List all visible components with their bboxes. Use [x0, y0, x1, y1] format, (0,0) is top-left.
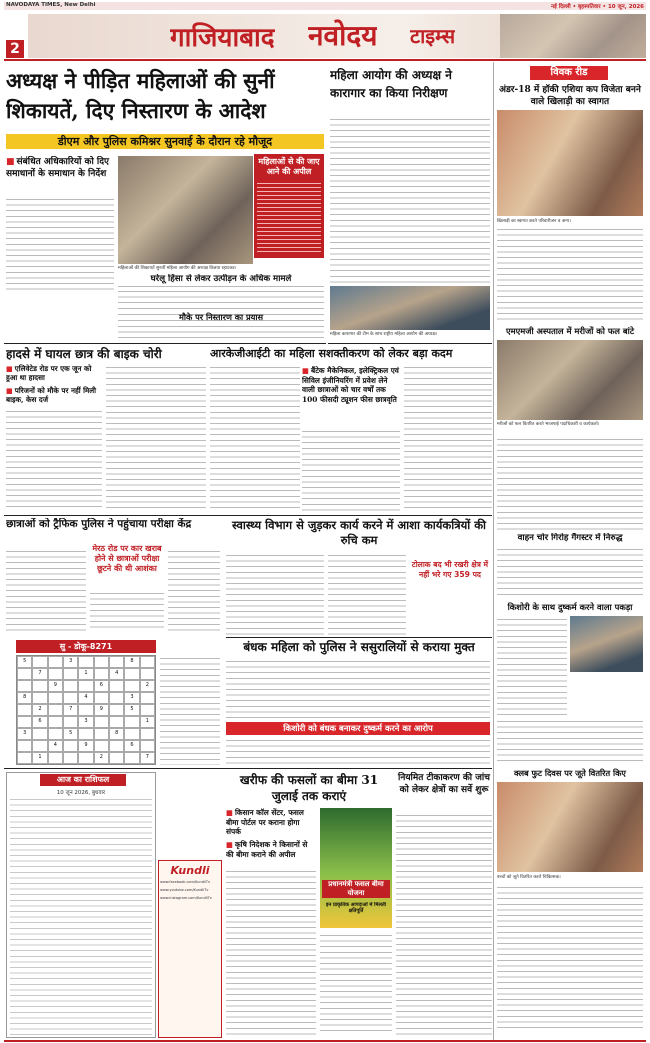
- sudoku-grid: 5 3 8 7 1 4 9 6 2 8 4 3 2 7 9 5 6 3 1 3 5 8 4 9 6 1 2 7: [16, 655, 156, 765]
- jail-photo-caption: महिला कारागार की टीम के साथ राष्ट्रीय महिला आयोग की अध्यक्ष।: [330, 332, 438, 337]
- club-headline: क्लब फुट दिवस पर जूते वितरित किए: [514, 768, 626, 778]
- traffic-body-2: [90, 590, 164, 632]
- vivek-photo-caption: खिलाड़ी का स्वागत करते परिवारीजन व अन्य।: [497, 219, 571, 224]
- page-number: 2: [6, 40, 24, 58]
- kishori-body: [497, 616, 567, 716]
- vivek-label: विवक रीड: [530, 66, 608, 80]
- kishori-photo: [570, 616, 643, 672]
- vivek-sub-headline: एमएमजी अस्पताल में मरीजों को फल बांटे: [505, 326, 635, 336]
- vaccine-headline: नियमित टीकाकरण की जांच को लेकर क्षेत्रों का सर्वे शुरू: [398, 773, 490, 795]
- kundli-youtube: www.youtube.com/KundliTv: [160, 888, 209, 892]
- kundli-facebook: www.facebook.com/KundliTv: [160, 880, 211, 884]
- masthead-subtitle: टाइम्स: [410, 24, 456, 48]
- lead-box-body: [118, 288, 324, 310]
- health-headline: स्वास्थ्य विभाग से जुड़कर कार्य करने में आशा कार्यकत्रियों की रुचि कम: [231, 518, 487, 547]
- crop-poster-title: प्रधानमंत्री फसल बीमा योजना: [322, 880, 390, 898]
- masthead-title: नवोदय: [308, 19, 378, 52]
- bandh-body-2: [226, 737, 490, 765]
- kishori-headline: किशोरी के साथ दुष्कर्म करने वाला पकड़ा: [507, 602, 633, 612]
- traffic-body-3: [168, 548, 220, 632]
- rkgit-body: [210, 364, 300, 512]
- masthead: [0, 0, 650, 62]
- kundli-brand: Kundli: [170, 864, 210, 877]
- vivek-sub-photo: [497, 340, 643, 420]
- crop-bullet-2: ■ कृषि निदेशक ने किसानों से की बीमा कराने की अपील: [226, 840, 316, 859]
- lead-headline: अध्यक्ष ने पीड़ित महिलाओं की सुनीं शिकायतें, दिए निस्तारण के आदेश: [6, 68, 275, 123]
- vehicle-body: [497, 546, 643, 598]
- crop-body-2: [320, 932, 392, 1036]
- horoscope-date: 10 जून 2026, बुधवार: [56, 790, 106, 796]
- vivek-body: [497, 226, 643, 324]
- traffic-headline: छात्राओं को ट्रैफिक पुलिस ने पहुंचाया परीक्षा केंद्र: [6, 518, 192, 530]
- traffic-body: [6, 548, 86, 632]
- vehicle-headline: वाहन चोर गिरोह गैंगस्टर में निरुद्ध: [517, 533, 623, 543]
- masthead-city: गाजियाबाद: [170, 23, 275, 53]
- health-pullquote: टोलाक बद भी रखरी क्षेत्र में नहीं भरे गए 359 पद: [411, 560, 489, 579]
- bandh-body: [226, 658, 490, 720]
- accident-bullet-2: ■ परिजनों को मौके पर नहीं मिली बाइक, केस दर्ज: [6, 386, 102, 404]
- kundli-instagram: www.instagram.com/KundliTv: [160, 896, 212, 900]
- vivek-photo: [497, 110, 643, 216]
- jail-photo: [330, 286, 490, 330]
- lead-bullet: ■ संबंधित अधिकारियों को दिए समाधानों के समाधान के निर्देश: [6, 156, 114, 180]
- health-body-2: [328, 552, 406, 636]
- vivek-sub-body: [497, 436, 643, 530]
- accident-body: [6, 408, 102, 512]
- accident-headline: हादसे में घायल छात्र की बाइक चोरी: [6, 347, 162, 361]
- lead-photo-caption: महिलाओं की शिकायतें सुनतीं महिला आयोग की अध्यक्ष विजया रहाटकर।: [118, 266, 237, 271]
- traffic-pullquote: मेरठ रोड पर कार खराब होने से छात्राओं परीक्षा छूटने की थी आशंका: [92, 544, 162, 573]
- lead-box-body2: [118, 323, 324, 339]
- lead-box-title: घरेलू हिंसा से लेकर उत्पीड़न के अधिक मामले: [116, 274, 326, 284]
- lead-inset-title: महिलाओं से की जाए आने की अपील: [258, 157, 320, 176]
- crop-headline: खरीफ की फसलों का बीमा 31 जुलाई तक कराएं: [239, 773, 379, 803]
- horoscope-title: आज का राशिफल: [40, 774, 126, 786]
- lead-photo: [118, 156, 253, 264]
- crop-body: [226, 868, 316, 1036]
- lead-inset: [254, 154, 324, 258]
- club-photo: [497, 782, 643, 872]
- rkgit-headline: आरकेजीआईटी का महिला सशक्तीकरण को लेकर बड़ा कदम: [210, 347, 453, 360]
- kundli-ad: [158, 860, 222, 1038]
- kishori-body2: [497, 718, 643, 764]
- accident-bullet-1: ■ एलिवेटेड रोड पर एक जून को हुआ था हादसा: [6, 364, 102, 382]
- accident-body-2: [106, 364, 206, 512]
- masthead-left-label: NAVODAYA TIMES, New Delhi: [6, 2, 96, 8]
- rkgit-bullet: ■ बैंटेक मैकेनिकल, इलेक्ट्रिकल एवं सिविल इंजीनियरिंग में प्रवेश लेने वाली छात्राओं को चार वर्षों तक 100 फीसदी ट्यूशन फीस छात्रवृति: [302, 366, 400, 404]
- masthead-skyline-photo: [500, 14, 646, 58]
- lead-body-col1: [6, 196, 114, 292]
- jail-body: [330, 116, 490, 284]
- vivek-sub-caption: मरीजों को फल वितरित करते भाजपाई पदाधिकारी व कार्यकर्ता।: [497, 422, 600, 427]
- club-body: [497, 884, 643, 1032]
- rkgit-body-2: [302, 428, 400, 512]
- vaccine-body: [396, 812, 492, 1036]
- jail-headline: महिला आयोग की अध्यक्ष ने कारागार का किया निरीक्षण: [330, 68, 452, 100]
- crop-poster-sub: इन प्राकृतिक आपदाओं में मिलती क्षतिपूर्ति: [326, 902, 386, 914]
- lead-box-subtitle: मौके पर निस्तारण का प्रयास: [178, 312, 264, 322]
- bandh-subhead: किशोरी को बंधक बनाकर दुष्कर्म करने का आरोप: [226, 722, 490, 735]
- rkgit-body-3: [404, 364, 492, 512]
- health-body: [226, 552, 324, 636]
- bandh-headline: बंधक महिला को पुलिस ने ससुरालियों से कराया मुक्त: [243, 640, 475, 654]
- masthead-date: नई दिल्ली • बृहस्पतिवार • 10 जून, 2026: [551, 4, 644, 10]
- lead-subhead: डीएम और पुलिस कमिश्नर सुनवाई के दौरान रहे मौजूद: [6, 134, 324, 149]
- horoscope-body: [10, 796, 152, 1036]
- crop-bullet-1: ■ किसान कॉल सेंटर, फसल बीमा पोर्टल पर कराना होगा संपर्क: [226, 808, 316, 837]
- sudoku-side-text: [160, 655, 220, 765]
- club-caption: बच्चों को जूते वितरित करते चिकित्सक।: [497, 875, 561, 880]
- vivek-headline: अंडर-18 में हॉकी एशिया कप विजेता बनने वाले खिलाड़ी का स्वागत: [499, 85, 641, 107]
- sudoku-title: सु - डोकू-8271: [16, 640, 156, 653]
